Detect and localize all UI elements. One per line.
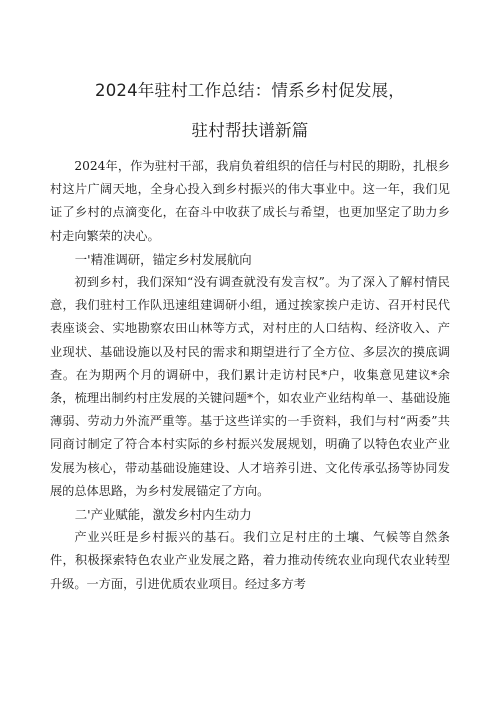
document-title-line-1: 2024年驻村工作总结：情系乡村促发展， bbox=[95, 81, 405, 100]
section-heading-1: 一'精准调研，锚定乡村发展航向 bbox=[74, 251, 252, 267]
section-1-paragraph: 初到乡村，我们深知“没有调查就没有发言权”。为了深入了解村情民意，我们驻村工作队迅速组建调研小组，通过挨家挨户走访、召开村民代表座谈会、实地勘察农田山林等方式，对村庄的人口结构、经济收入、产业现状、基础设施以及村民的需求和期望进行了全方位、多层次的摸底调查。在为期两个月的调研中，我们累计走访村民*户，收集意见建议*余条，梳理出制约村庄发展的关键问题*个，如农业产业结构单一、基础设施薄弱、劳动力外流严重等。基于这些详实的一手资料，我们与村“两委”共同商讨制定了符合本村实际的乡村振兴发展规划，明确了以特色农业产业发展为核心，带动基础设施建设、人才培养引进、文化传承弘扬等协同发展的总体思路，为乡村发展锚定了方向。 bbox=[50, 275, 450, 498]
section-2-paragraph: 产业兴旺是乡村振兴的基石。我们立足村庄的土壤、气候等自然条件，积极探索特色农业产业发展之路，着力推动传统农业向现代农业转型升级。一方面，引进优质农业项目。经过多方考 bbox=[50, 530, 450, 591]
intro-paragraph: 2024年，作为驻村干部，我肩负着组织的信任与村民的期盼，扎根乡村这片广阔天地，全身心投入到乡村振兴的伟大事业中。这一年，我们见证了乡村的点滴变化，在奋斗中收获了成长与希望，也更加坚定了助力乡村走向繁荣的决心。 bbox=[50, 159, 450, 243]
section-heading-2: 二'产业赋能，激发乡村内生动力 bbox=[74, 507, 252, 523]
document-body bbox=[50, 155, 450, 596]
document-title-line-2: 驻村帮扶谱新篇 bbox=[191, 121, 309, 140]
